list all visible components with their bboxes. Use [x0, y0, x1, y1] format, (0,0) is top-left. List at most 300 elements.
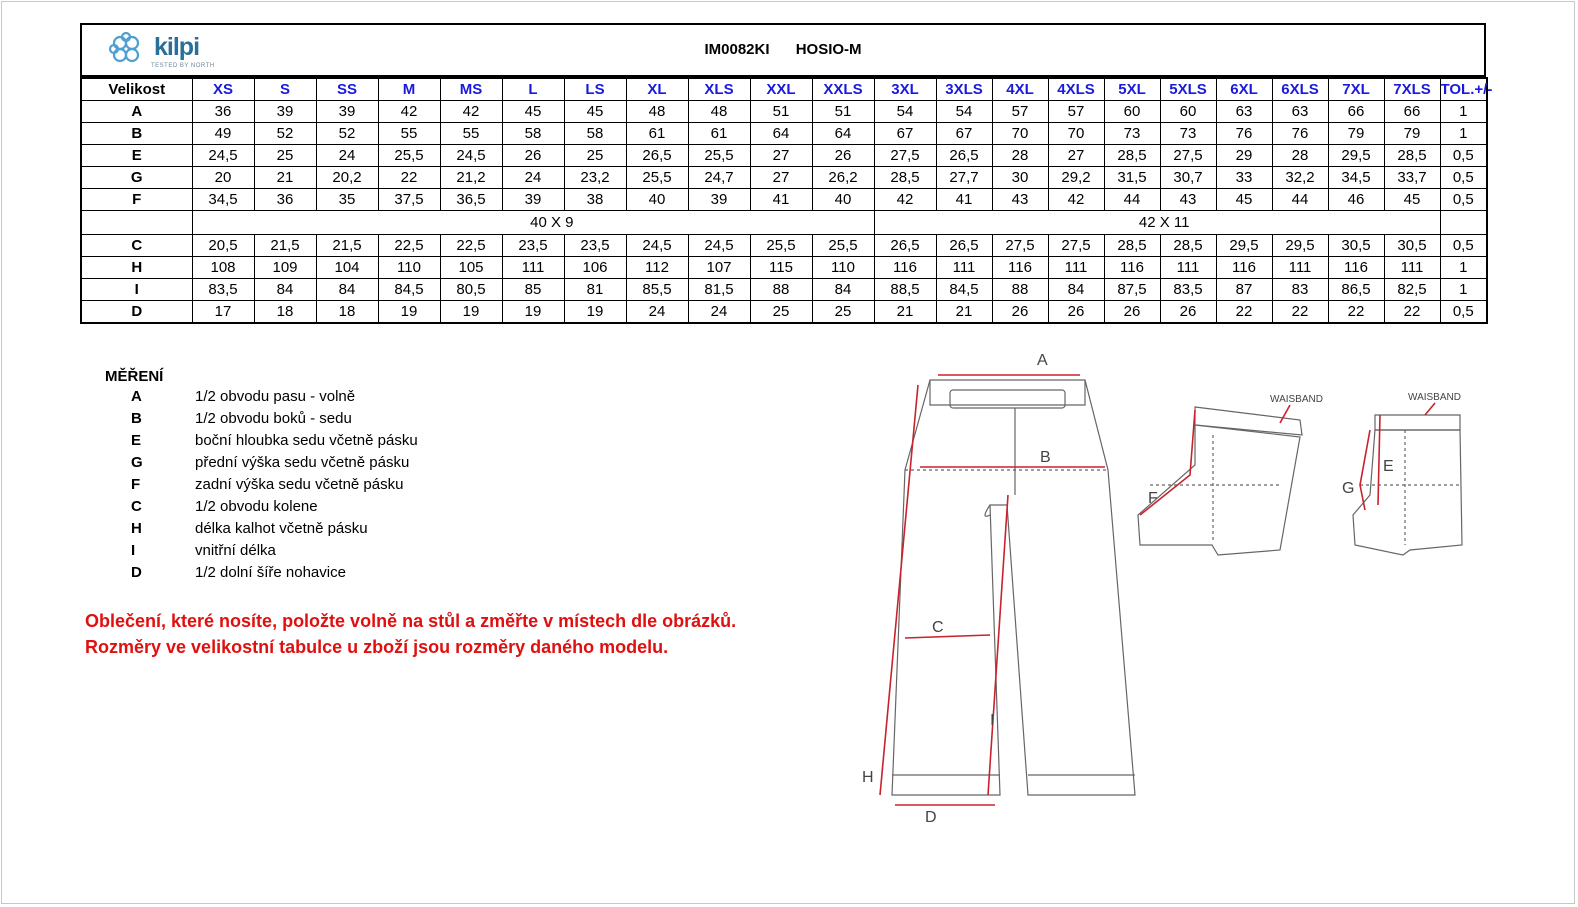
tolerance-value: 0,5: [1440, 167, 1487, 189]
size-value: 88: [992, 279, 1048, 301]
size-value: 25: [812, 301, 874, 324]
size-label-header: Velikost: [81, 78, 192, 101]
size-value: 79: [1384, 123, 1440, 145]
size-value: 45: [1384, 189, 1440, 211]
size-value: 52: [254, 123, 316, 145]
size-value: 28,5: [1160, 235, 1216, 257]
size-value: 63: [1272, 101, 1328, 123]
tolerance-value: 0,5: [1440, 145, 1487, 167]
size-value: 27: [750, 145, 812, 167]
waistband-label-1: WAISBAND: [1270, 394, 1323, 405]
size-value: 111: [1272, 257, 1328, 279]
size-value: 84: [812, 279, 874, 301]
product-title: [82, 41, 1484, 58]
size-header: 4XLS: [1048, 78, 1104, 101]
label-d: D: [925, 809, 937, 826]
brand-tagline: TESTED BY NORTH: [151, 63, 215, 69]
size-value: 22,5: [440, 235, 502, 257]
size-value: 81,5: [688, 279, 750, 301]
measurement-key: F: [131, 476, 141, 493]
size-value: 21,5: [254, 235, 316, 257]
row-label: H: [81, 257, 192, 279]
size-value: 22,5: [378, 235, 440, 257]
label-f: F: [1148, 490, 1158, 507]
size-value: 21,2: [440, 167, 502, 189]
size-value: 27,5: [874, 145, 936, 167]
measurement-description: boční hloubka sedu včetně pásku: [195, 432, 418, 449]
size-value: 27,5: [1160, 145, 1216, 167]
measurement-description: 1/2 obvodu pasu - volně: [195, 388, 356, 405]
measure-row: [81, 257, 1487, 279]
size-value: 57: [1048, 101, 1104, 123]
size-header: MS: [440, 78, 502, 101]
size-value: 39: [688, 189, 750, 211]
measurement-key: G: [131, 454, 143, 471]
size-value: 38: [564, 189, 626, 211]
arrow-g: [1360, 430, 1370, 510]
size-value: 84,5: [936, 279, 992, 301]
size-value: 87,5: [1104, 279, 1160, 301]
size-value: 30: [992, 167, 1048, 189]
size-value: 25,5: [378, 145, 440, 167]
size-value: 48: [688, 101, 750, 123]
size-value: 25,5: [688, 145, 750, 167]
size-value: 24,5: [440, 145, 502, 167]
size-value: 76: [1216, 123, 1272, 145]
size-value: 25,5: [750, 235, 812, 257]
size-value: 83,5: [192, 279, 254, 301]
row-label: D: [81, 301, 192, 324]
size-value: 21: [874, 301, 936, 324]
size-value: 29,5: [1216, 235, 1272, 257]
arrow-waistband-1: [1280, 405, 1290, 423]
size-value: 79: [1328, 123, 1384, 145]
size-value: 111: [502, 257, 564, 279]
row-label: G: [81, 167, 192, 189]
size-value: 44: [1272, 189, 1328, 211]
size-value: 26: [502, 145, 564, 167]
label-b: B: [1040, 449, 1051, 466]
size-header: 6XLS: [1272, 78, 1328, 101]
size-value: 23,5: [564, 235, 626, 257]
waistband-labels: [1270, 392, 1461, 405]
size-value: 19: [378, 301, 440, 324]
size-value: 107: [688, 257, 750, 279]
measurement-description: 1/2 obvodu kolene: [195, 498, 318, 515]
size-value: 115: [750, 257, 812, 279]
size-value: 116: [1216, 257, 1272, 279]
zipper-row-tol: [1440, 211, 1487, 235]
tolerance-value: 0,5: [1440, 235, 1487, 257]
size-value: 27,5: [992, 235, 1048, 257]
measurement-item: [105, 454, 410, 476]
size-header: S: [254, 78, 316, 101]
size-value: 112: [626, 257, 688, 279]
size-value: 54: [874, 101, 936, 123]
measuring-note: [85, 608, 736, 660]
size-value: 26: [812, 145, 874, 167]
size-value: 36: [254, 189, 316, 211]
size-value: 24: [688, 301, 750, 324]
size-header: 3XLS: [936, 78, 992, 101]
size-value: 84,5: [378, 279, 440, 301]
size-value: 85: [502, 279, 564, 301]
measure-row: [81, 145, 1487, 167]
diagram-labels: [862, 352, 1394, 826]
size-value: 67: [936, 123, 992, 145]
size-value: 28,5: [1104, 145, 1160, 167]
size-value: 37,5: [378, 189, 440, 211]
size-value: 20,2: [316, 167, 378, 189]
row-label: A: [81, 101, 192, 123]
size-value: 54: [936, 101, 992, 123]
measurement-description: vnitřní délka: [195, 542, 276, 559]
size-value: 26,5: [936, 235, 992, 257]
measurement-description: přední výška sedu včetně pásku: [195, 454, 410, 471]
arrow-h: [880, 385, 918, 795]
size-value: 33: [1216, 167, 1272, 189]
size-value: 30,5: [1384, 235, 1440, 257]
measure-row: [81, 167, 1487, 189]
measurement-key: B: [131, 410, 142, 427]
measurement-item: [105, 542, 276, 564]
measurement-description: délka kalhot včetně pásku: [195, 520, 368, 537]
tolerance-value: 0,5: [1440, 301, 1487, 324]
label-h: H: [862, 769, 874, 786]
zipper-row-label: [81, 211, 192, 235]
measure-arrows: [880, 375, 1435, 805]
zipper-size-right: 42 X 11: [874, 211, 1440, 235]
size-value: 36,5: [440, 189, 502, 211]
size-value: 83,5: [1160, 279, 1216, 301]
size-value: 110: [812, 257, 874, 279]
size-value: 80,5: [440, 279, 502, 301]
size-value: 17: [192, 301, 254, 324]
size-value: 27,7: [936, 167, 992, 189]
size-value: 84: [316, 279, 378, 301]
size-header: XL: [626, 78, 688, 101]
size-value: 29: [1216, 145, 1272, 167]
measurement-item: [105, 498, 318, 520]
size-header: XXL: [750, 78, 812, 101]
product-model: HOSIO-M: [795, 41, 862, 58]
size-value: 60: [1160, 101, 1216, 123]
size-value: 39: [502, 189, 564, 211]
size-value: 45: [564, 101, 626, 123]
size-value: 52: [316, 123, 378, 145]
tolerance-value: 1: [1440, 101, 1487, 123]
measurement-item: [105, 410, 352, 432]
size-value: 34,5: [192, 189, 254, 211]
arrow-waistband-2: [1425, 403, 1435, 415]
tolerance-value: 1: [1440, 123, 1487, 145]
size-value: 28,5: [1104, 235, 1160, 257]
size-value: 23,2: [564, 167, 626, 189]
size-value: 24,7: [688, 167, 750, 189]
size-value: 67: [874, 123, 936, 145]
size-value: 24,5: [192, 145, 254, 167]
size-value: 34,5: [1328, 167, 1384, 189]
size-table: [80, 77, 1493, 324]
tolerance-value: 1: [1440, 279, 1487, 301]
measurement-key: E: [131, 432, 142, 449]
measurement-key: I: [131, 542, 136, 559]
size-value: 42: [378, 101, 440, 123]
size-header: SS: [316, 78, 378, 101]
size-value: 116: [874, 257, 936, 279]
measurement-item: [105, 476, 404, 498]
size-value: 39: [316, 101, 378, 123]
size-value: 64: [750, 123, 812, 145]
size-value: 51: [812, 101, 874, 123]
size-value: 22: [1216, 301, 1272, 324]
note-line-2: Rozměry ve velikostní tabulce u zboží jsou rozměry daného modelu.: [85, 637, 669, 657]
size-value: 66: [1328, 101, 1384, 123]
size-value: 64: [812, 123, 874, 145]
size-value: 83: [1272, 279, 1328, 301]
size-value: 25,5: [626, 167, 688, 189]
measurement-key: D: [131, 564, 142, 581]
size-value: 30,7: [1160, 167, 1216, 189]
size-value: 41: [750, 189, 812, 211]
measure-row: [81, 235, 1487, 257]
size-value: 58: [564, 123, 626, 145]
size-value: 35: [316, 189, 378, 211]
size-value: 49: [192, 123, 254, 145]
size-value: 43: [992, 189, 1048, 211]
size-value: 110: [378, 257, 440, 279]
size-value: 116: [992, 257, 1048, 279]
size-value: 25: [750, 301, 812, 324]
size-value: 28: [992, 145, 1048, 167]
size-header-row: [81, 78, 1487, 101]
measurements-legend: [105, 368, 418, 586]
size-value: 70: [1048, 123, 1104, 145]
size-value: 24: [502, 167, 564, 189]
label-i: I: [990, 712, 995, 729]
size-value: 84: [1048, 279, 1104, 301]
size-value: 116: [1104, 257, 1160, 279]
size-value: 116: [1328, 257, 1384, 279]
product-code: IM0082KI: [704, 41, 770, 58]
size-value: 22: [378, 167, 440, 189]
pants-outline: [892, 380, 1135, 795]
size-value: 32,2: [1272, 167, 1328, 189]
size-value: 61: [626, 123, 688, 145]
size-header: XLS: [688, 78, 750, 101]
size-value: 76: [1272, 123, 1328, 145]
size-value: 21: [936, 301, 992, 324]
size-value: 85,5: [626, 279, 688, 301]
label-c: C: [932, 619, 944, 636]
size-header: 7XLS: [1384, 78, 1440, 101]
size-value: 46: [1328, 189, 1384, 211]
size-value: 51: [750, 101, 812, 123]
waistband-label-2: WAISBAND: [1408, 392, 1461, 403]
size-value: 22: [1272, 301, 1328, 324]
label-a: A: [1037, 352, 1048, 369]
size-value: 58: [502, 123, 564, 145]
size-value: 86,5: [1328, 279, 1384, 301]
size-value: 73: [1160, 123, 1216, 145]
size-value: 111: [1384, 257, 1440, 279]
size-value: 70: [992, 123, 1048, 145]
size-header: 5XL: [1104, 78, 1160, 101]
size-value: 20,5: [192, 235, 254, 257]
size-value: 60: [1104, 101, 1160, 123]
label-e: E: [1383, 458, 1394, 475]
measurement-key: A: [131, 388, 142, 405]
size-value: 19: [440, 301, 502, 324]
size-value: 40: [626, 189, 688, 211]
side-panel-left: [1138, 407, 1302, 555]
brand-name: kilpi: [154, 33, 200, 61]
size-value: 19: [564, 301, 626, 324]
size-value: 25: [254, 145, 316, 167]
size-value: 55: [378, 123, 440, 145]
size-value: 45: [502, 101, 564, 123]
measure-row: [81, 123, 1487, 145]
tolerance-value: 1: [1440, 257, 1487, 279]
size-header: L: [502, 78, 564, 101]
measurement-key: C: [131, 498, 142, 515]
size-value: 26,5: [626, 145, 688, 167]
measure-row: [81, 279, 1487, 301]
size-value: 21,5: [316, 235, 378, 257]
size-value: 24,5: [626, 235, 688, 257]
size-value: 36: [192, 101, 254, 123]
size-value: 111: [1048, 257, 1104, 279]
size-value: 66: [1384, 101, 1440, 123]
size-value: 57: [992, 101, 1048, 123]
arrow-c: [905, 635, 990, 638]
size-value: 84: [254, 279, 316, 301]
size-header: XS: [192, 78, 254, 101]
measurement-key: H: [131, 520, 142, 537]
size-value: 26: [992, 301, 1048, 324]
size-value: 21: [254, 167, 316, 189]
size-value: 88: [750, 279, 812, 301]
size-value: 40: [812, 189, 874, 211]
size-value: 108: [192, 257, 254, 279]
size-header: 6XL: [1216, 78, 1272, 101]
size-header: 5XLS: [1160, 78, 1216, 101]
size-value: 81: [564, 279, 626, 301]
size-value: 104: [316, 257, 378, 279]
size-value: 25: [564, 145, 626, 167]
size-value: 111: [1160, 257, 1216, 279]
note-line-1: Oblečení, které nosíte, položte volně na stůl a změřte v místech dle obrázků.: [85, 611, 737, 631]
size-value: 55: [440, 123, 502, 145]
size-value: 26: [1160, 301, 1216, 324]
measurement-item: [105, 564, 346, 586]
measure-row: [81, 189, 1487, 211]
row-label: E: [81, 145, 192, 167]
size-value: 18: [316, 301, 378, 324]
size-value: 22: [1328, 301, 1384, 324]
size-value: 106: [564, 257, 626, 279]
size-header: 7XL: [1328, 78, 1384, 101]
size-value: 18: [254, 301, 316, 324]
zipper-size-left: 40 X 9: [192, 211, 874, 235]
size-value: 22: [1384, 301, 1440, 324]
size-value: 48: [626, 101, 688, 123]
size-value: 24: [316, 145, 378, 167]
measurements-title: MĚŘENÍ: [105, 368, 164, 385]
size-value: 105: [440, 257, 502, 279]
size-value: 63: [1216, 101, 1272, 123]
zipper-row: [81, 211, 1487, 235]
row-label: I: [81, 279, 192, 301]
measurement-description: zadní výška sedu včetně pásku: [195, 476, 404, 493]
size-value: 39: [254, 101, 316, 123]
size-value: 27: [750, 167, 812, 189]
size-value: 33,7: [1384, 167, 1440, 189]
size-value: 42: [1048, 189, 1104, 211]
measurement-item: [105, 520, 368, 542]
size-value: 25,5: [812, 235, 874, 257]
row-label: F: [81, 189, 192, 211]
size-value: 28: [1272, 145, 1328, 167]
size-value: 109: [254, 257, 316, 279]
size-value: 29,5: [1272, 235, 1328, 257]
size-value: 111: [936, 257, 992, 279]
size-value: 19: [502, 301, 564, 324]
size-value: 26: [1104, 301, 1160, 324]
size-value: 43: [1160, 189, 1216, 211]
size-value: 27: [1048, 145, 1104, 167]
measurement-description: 1/2 dolní šíře nohavice: [195, 564, 346, 581]
size-value: 41: [936, 189, 992, 211]
size-header: M: [378, 78, 440, 101]
measure-row: [81, 301, 1487, 324]
row-label: C: [81, 235, 192, 257]
size-value: 30,5: [1328, 235, 1384, 257]
size-value: 27,5: [1048, 235, 1104, 257]
size-header: 3XL: [874, 78, 936, 101]
arrow-e: [1378, 415, 1380, 505]
measurement-item: [105, 432, 418, 454]
size-value: 24,5: [688, 235, 750, 257]
row-label: B: [81, 123, 192, 145]
size-value: 31,5: [1104, 167, 1160, 189]
size-header: LS: [564, 78, 626, 101]
size-value: 28,5: [874, 167, 936, 189]
label-g: G: [1342, 480, 1355, 497]
size-value: 26: [1048, 301, 1104, 324]
size-value: 45: [1216, 189, 1272, 211]
size-value: 87: [1216, 279, 1272, 301]
size-value: 61: [688, 123, 750, 145]
size-value: 29,2: [1048, 167, 1104, 189]
tolerance-header: TOL.+/-: [1440, 78, 1487, 101]
chart-header: [80, 23, 1486, 77]
measure-row: [81, 101, 1487, 123]
size-header: XXLS: [812, 78, 874, 101]
size-value: 24: [626, 301, 688, 324]
size-value: 42: [874, 189, 936, 211]
size-value: 44: [1104, 189, 1160, 211]
pants-measurement-diagram: [850, 345, 1490, 825]
size-value: 82,5: [1384, 279, 1440, 301]
size-value: 73: [1104, 123, 1160, 145]
size-value: 23,5: [502, 235, 564, 257]
measurement-item: [105, 388, 356, 410]
tolerance-value: 0,5: [1440, 189, 1487, 211]
size-value: 26,5: [936, 145, 992, 167]
size-value: 20: [192, 167, 254, 189]
size-value: 42: [440, 101, 502, 123]
